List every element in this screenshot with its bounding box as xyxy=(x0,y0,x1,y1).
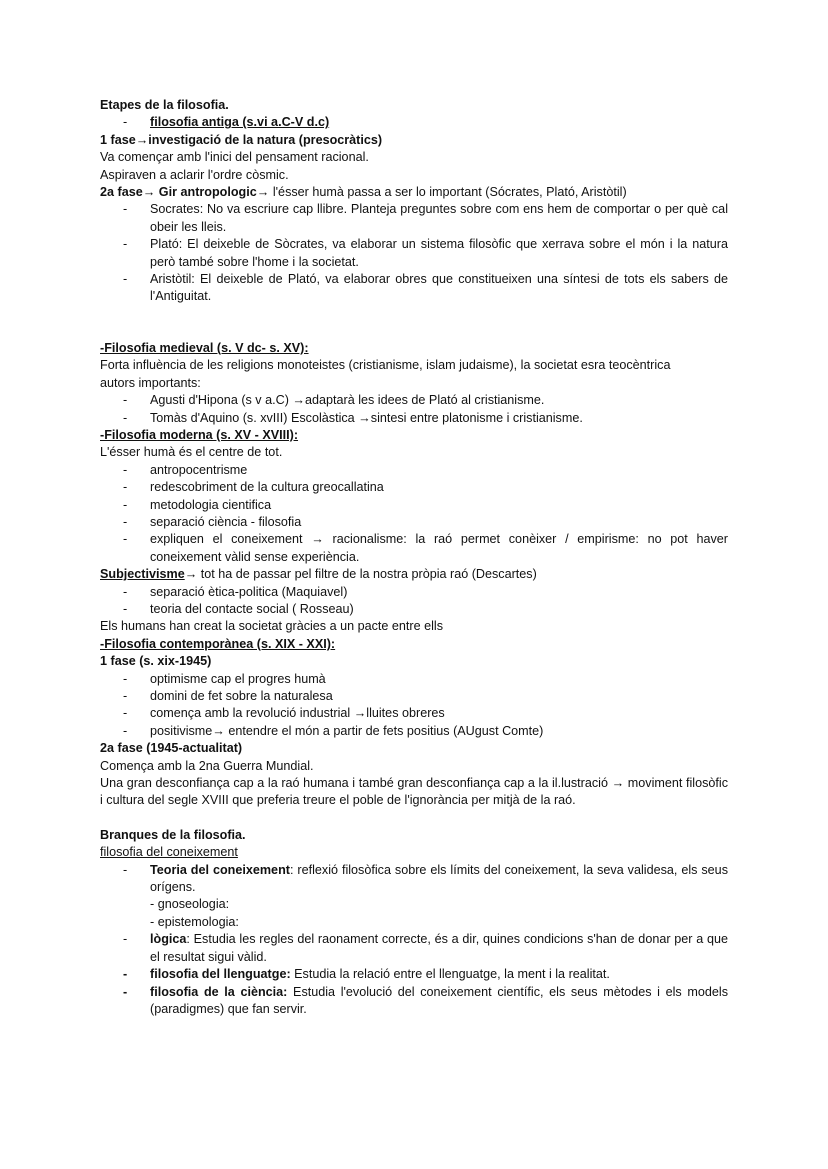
list-item: - expliquen el coneixement → racionalisme: la raó permet conèixer / empirisme: no pot haver coneixement vàlid sense experiència. xyxy=(100,531,728,566)
spacer xyxy=(100,306,728,340)
branques-title: Branques de la filosofia. xyxy=(100,827,246,842)
logica-text: : Estudia les regles del raonament correcte, és a dir, quines condicions s'han de donar per a que el resultat sigui vàlid. xyxy=(150,932,728,964)
antiga-fase2-text: → l'ésser humà passa a ser lo important (Sócrates, Plató, Aristòtil) xyxy=(256,185,627,200)
spacer xyxy=(100,810,728,827)
antiga-fase1-line: Va començar amb l'inici del pensament racional. xyxy=(100,150,369,165)
list-item: - Socrates: No va escriure cap llibre. Planteja preguntes sobre com ens hem de comportar o per què cal obeir les lleis. xyxy=(100,201,728,236)
list-item-logica xyxy=(100,931,728,966)
list-item: - Aristòtil: El deixeble de Plató, va elaborar obres que constitueixen una síntesi de tots els sabers de l'Antiguitat. xyxy=(100,271,728,306)
antiga-fase1-line: Aspiraven a aclarir l'ordre còsmic. xyxy=(100,167,289,182)
list-item: - comença amb la revolució industrial →lluites obreres xyxy=(100,705,728,722)
list-item: - Agusti d'Hipona (s v a.C) →adaptarà les idees de Plató al cristianisme. xyxy=(100,392,728,409)
list-item-ciencia xyxy=(100,984,728,1019)
antiga-heading: filosofia antiga (s.vi a.C-V d.c) xyxy=(150,115,330,130)
branques-list xyxy=(100,862,728,1019)
medieval-line: autors importants: xyxy=(100,375,201,390)
llenguatge-label: filosofia del llenguatge: xyxy=(150,967,291,982)
moderna-intro: L'ésser humà és el centre de tot. xyxy=(100,445,283,460)
ciencia-label: filosofia de la ciència: xyxy=(150,984,288,999)
list-item: - separació ètica-politica (Maquiavel) xyxy=(100,584,728,601)
list-item-teoria xyxy=(100,862,728,932)
teoria-sub: - epistemologia: xyxy=(150,914,239,929)
medieval-heading: -Filosofia medieval (s. V dc- s. XV): xyxy=(100,340,309,355)
list-item: - Plató: El deixeble de Sòcrates, va elaborar un sistema filosòfic que xerrava sobre el món i la natura però també sobre l'home i la societat. xyxy=(100,236,728,271)
subjectivisme-label: Subjectivisme xyxy=(100,567,185,582)
list-item: - Tomàs d'Aquino (s. xvIII) Escolàstica →sintesi entre platonisme i cristianisme. xyxy=(100,410,728,427)
subjectivisme-text: → tot ha de passar pel filtre de la nostra pròpia raó (Descartes) xyxy=(184,567,537,582)
list-item-llenguatge xyxy=(100,966,728,983)
branques-subheading: filosofia del coneixement xyxy=(100,845,238,860)
medieval-line: Forta influència de les religions monoteistes (cristianisme, islam judaisme), la societat esra teocèntrica xyxy=(100,358,671,373)
list-item: - teoria del contacte social ( Rosseau) xyxy=(100,601,728,618)
teoria-sub: - gnoseologia: xyxy=(150,897,230,912)
contemporania-fase2-line: Comença amb la 2na Guerra Mundial. xyxy=(100,758,314,773)
medieval-authors-list xyxy=(100,392,728,427)
ciencia-text: Estudia l'evolució del coneixement científic, els seus mètodes i els models (paradigmes) que fan servir. xyxy=(150,984,728,1016)
teoria-text: : reflexió filosòfica sobre els límits del coneixement, la seva validesa, els seus orígens. xyxy=(150,862,728,895)
moderna-closing: Els humans han creat la societat gràcies a un pacte entre ells xyxy=(100,619,444,634)
antiga-philosophers-list xyxy=(100,201,728,305)
list-item: - domini de fet sobre la naturalesa xyxy=(100,688,728,705)
contemporania-fase1-label: 1 fase (s. xix-1945) xyxy=(100,654,212,669)
antiga-heading-list xyxy=(100,114,728,131)
antiga-fase2-label: 2a fase→ Gir antropologic xyxy=(100,185,257,200)
moderna-heading: -Filosofia moderna (s. XV - XVIII): xyxy=(100,427,299,442)
etapes-title: Etapes de la filosofia. xyxy=(100,98,229,112)
list-item: - separació ciència - filosofia xyxy=(100,514,728,531)
antiga-heading-item xyxy=(100,114,728,131)
list-item: - metodologia cientifica xyxy=(100,497,728,514)
teoria-label: Teoria del coneixement xyxy=(150,862,290,877)
list-item: - redescobriment de la cultura greocallatina xyxy=(100,479,728,496)
list-item: - positivisme→ entendre el món a partir de fets positius (AUgust Comte) xyxy=(100,723,728,740)
llenguatge-text: Estudia la relació entre el llenguatge, la ment i la realitat. xyxy=(290,967,610,982)
contemporania-fase1-list xyxy=(100,671,728,741)
logica-label: lògica xyxy=(150,932,187,947)
contemporania-fase2-paragraph: Una gran desconfiança cap a la raó humana i també gran desconfiança cap a la il.lustració → moviment filosòfic i cultura del segle XVIII que preferia treure el poble de l'ignorància per mitjà de la raó. xyxy=(100,776,728,808)
antiga-fase2-line xyxy=(100,184,728,201)
list-item: - optimisme cap el progres humà xyxy=(100,671,728,688)
list-item: - antropocentrisme xyxy=(100,462,728,479)
contemporania-fase2-label: 2a fase (1945-actualitat) xyxy=(100,741,243,756)
subjectivisme-list xyxy=(100,584,728,619)
contemporania-heading: -Filosofia contemporànea (s. XIX - XXI): xyxy=(100,636,336,651)
subjectivisme-line xyxy=(100,566,728,583)
antiga-fase1-label: 1 fase→investigació de la natura (presocràtics) xyxy=(100,132,383,147)
moderna-list xyxy=(100,462,728,566)
